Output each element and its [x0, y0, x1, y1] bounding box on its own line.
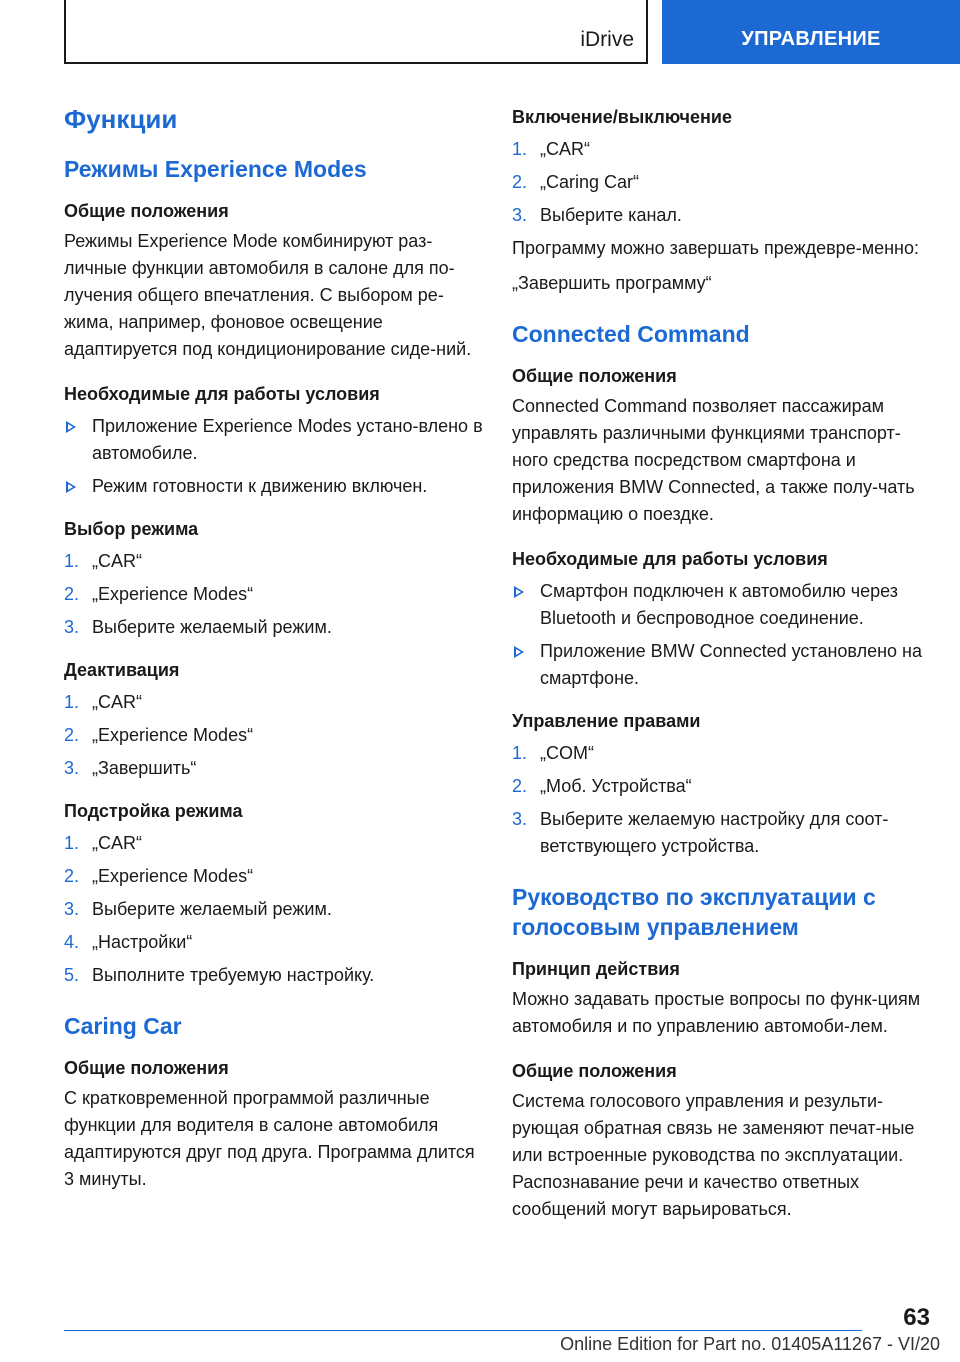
- header-section-label: iDrive: [580, 28, 634, 51]
- list-item: 3. Выберите желаемую настройку для соот-ветствующего устройства.: [512, 809, 889, 856]
- subheading-requirements: Необходимые для работы условия: [64, 384, 380, 404]
- header-chapter-tab[interactable]: УПРАВЛЕНИЕ: [662, 0, 960, 64]
- subheading-cc-requirements: Необходимые для работы условия: [512, 549, 828, 569]
- section-heading-caring-car: Caring Car: [64, 1013, 182, 1039]
- rights-steps: [512, 740, 932, 860]
- list-item: 2. „Моб. Устройства“: [512, 776, 692, 796]
- paragraph-general: Режимы Experience Mode комбинируют раз-личные функции автомобиля в салоне для по-лучения общего впечатления. С выбором ре-жима, например, фоновое освещение адаптируется под кондиционирование сиде-ний.: [64, 231, 472, 359]
- deactivation-steps: [64, 689, 484, 782]
- list-item: Приложение Experience Modes устано-влено в автомобиле.: [64, 413, 484, 467]
- footer-divider: [64, 1330, 862, 1331]
- subheading-rights: Управление правами: [512, 711, 701, 731]
- paragraph-cc-general: Connected Command позволяет пассажирам управлять различными функциями транспорт-ного средства посредством смартфона и приложения BMW Connected, а также полу-чать информацию о поездке.: [512, 396, 915, 524]
- header-section-box: [64, 0, 648, 64]
- list-item: 1. „CAR“: [64, 833, 142, 853]
- section-heading-experience: Режимы Experience Modes: [64, 156, 367, 182]
- page-number: 63: [903, 1304, 930, 1331]
- paragraph-caring-general: С кратковременной программой различные функции для водителя в салоне автомобиля адаптируются друг под друга. Программа длится 3 минуты.: [64, 1088, 475, 1189]
- list-item: 2. „Caring Car“: [512, 172, 640, 192]
- on-off-steps: [512, 136, 932, 229]
- list-item: 1. „CAR“: [64, 551, 142, 571]
- section-heading-voice-manual: Руководство по эксплуатации с голосовым управлением: [512, 884, 876, 940]
- subheading-general: Общие положения: [64, 201, 229, 221]
- adjust-mode-steps: [64, 830, 484, 989]
- list-item: 3. Выберите желаемый режим.: [64, 899, 332, 919]
- list-item: 2. „Experience Modes“: [64, 584, 254, 604]
- subheading-on-off: Включение/выключение: [512, 107, 732, 127]
- list-item: Смартфон подключен к автомобилю через Bluetooth и беспроводное соединение.: [512, 578, 932, 632]
- subheading-voice-general: Общие положения: [512, 1061, 677, 1081]
- list-item: 3. „Завершить“: [64, 758, 197, 778]
- subheading-adjust-mode: Подстройка режима: [64, 801, 243, 821]
- bullet-triangle-icon: [514, 646, 524, 658]
- list-item: 1. „COM“: [512, 743, 594, 763]
- bullet-triangle-icon: [514, 586, 524, 598]
- list-item: 5. Выполните требуемую настройку.: [64, 965, 375, 985]
- subheading-cc-general: Общие положения: [512, 366, 677, 386]
- list-item: 4. „Настройки“: [64, 932, 193, 952]
- list-item: 2. „Experience Modes“: [64, 866, 254, 886]
- paragraph-early-end: Программу можно завершать преждевре-менно:: [512, 238, 919, 258]
- list-item: Режим готовности к движению включен.: [64, 473, 484, 500]
- list-item: 1. „CAR“: [512, 139, 590, 159]
- right-column: [512, 100, 932, 1227]
- subheading-deactivation: Деактивация: [64, 660, 180, 680]
- select-mode-steps: [64, 548, 484, 641]
- cc-requirements-list: [512, 578, 932, 692]
- list-item: 2. „Experience Modes“: [64, 725, 254, 745]
- subheading-caring-general: Общие положения: [64, 1058, 229, 1078]
- page-title: Функции: [64, 104, 178, 134]
- footer-edition-text: Online Edition for Part no. 01405A11267 - VI/20: [560, 1334, 940, 1354]
- paragraph-end-command: „Завершить программу“: [512, 273, 712, 293]
- left-column: [64, 100, 484, 1197]
- bullet-triangle-icon: [66, 421, 76, 433]
- subheading-principle: Принцип действия: [512, 959, 680, 979]
- paragraph-principle: Можно задавать простые вопросы по функ-циям автомобиля и по управлению автомоби-лем.: [512, 989, 921, 1036]
- requirements-list: [64, 413, 484, 500]
- section-heading-connected-command: Connected Command: [512, 321, 750, 347]
- list-item: 3. Выберите канал.: [512, 205, 682, 225]
- subheading-select-mode: Выбор режима: [64, 519, 199, 539]
- list-item: Приложение BMW Connected установлено на смартфоне.: [512, 638, 932, 692]
- list-item: 1. „CAR“: [64, 692, 142, 712]
- list-item: 3. Выберите желаемый режим.: [64, 617, 332, 637]
- bullet-triangle-icon: [66, 481, 76, 493]
- paragraph-voice-general: Система голосового управления и результи-рующая обратная связь не заменяют печат-ные или встроенные руководства по эксплуатации. Распознавание речи и качество ответных сообщений могут варьироваться.: [512, 1091, 915, 1219]
